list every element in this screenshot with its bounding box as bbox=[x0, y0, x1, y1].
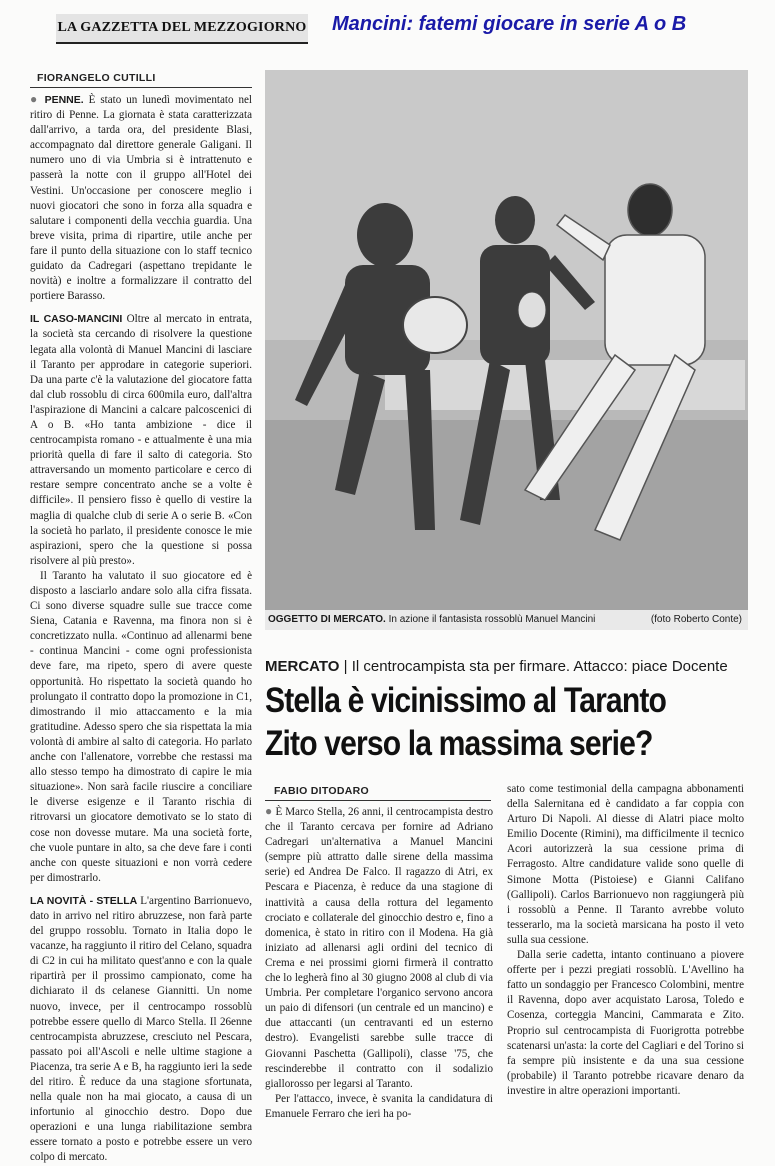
paragraph bbox=[30, 92, 252, 304]
photo-credit: (foto Roberto Conte) bbox=[650, 614, 742, 625]
paragraph bbox=[265, 804, 493, 1092]
caption-text: In azione il fantasista rossoblù Manuel Mancini bbox=[385, 614, 596, 625]
article-title-line-1: Stella è vicinissimo al Taranto bbox=[265, 681, 667, 720]
paragraph-text: È stato un lunedì movimentato nel ritiro di Penne. La giornata è stata caratterizzata dall'arrivo, a tarda ora, del presidente Blasi, accompagnato dal direttore generale Galigani. Il numero uno di via Umbria si è intrattenuto e passerà la notte con il gruppo all'Hotel dei Vestini. Un'occasione per conoscere meglio i nuovi giocatori che sono in forza alla squadra e salutare i componenti della vecchia guardia. Una breve visita, prima di ripartire, utile anche per fare il punto della situazione con lo staff tecnico guidato da Cadregari (aspettano trepidante le novità) e inoltre a formalizzare il contratto del portiere Barasso. bbox=[30, 94, 252, 303]
article-title-line-2: Zito verso la massima serie? bbox=[265, 724, 653, 763]
paragraph bbox=[30, 312, 252, 569]
kicker-label: MERCATO bbox=[265, 658, 340, 675]
paragraph-lead: IL CASO-MANCINI bbox=[30, 313, 123, 326]
paragraph-text: Per l'attacco, invece, è svanita la candidatura di Emanuele Ferraro che ieri ha po- bbox=[265, 1092, 493, 1120]
left-column-byline: FIORANGELO CUTILLI bbox=[37, 72, 156, 84]
paragraph bbox=[30, 569, 252, 886]
paragraph bbox=[30, 894, 252, 1166]
paragraph-text: sato come testimonial della campagna abbonamenti della Salernitana ed è candidato a far coppia con Arturo Di Napoli. Al diesse di Alatri piace molto Emilio Docente (Rimini), ma difficilmente il tecnico Acori autorizzerà la sua cessione prima di Ferragosto. Altre candidature valide sono quelle di Simone Motta (Pistoiese) e Gianni Califano (Gallipoli). Carlos Barrionuevo non raggiungerà più i rossoblù a Penne. Il Taranto avrebbe voluto tesserarlo, ma la società marsicana ha posto il veto sulla sua cessione. bbox=[507, 783, 744, 946]
photo-caption bbox=[265, 610, 748, 630]
newspaper-masthead: LA GAZZETTA DEL MEZZOGIORNO bbox=[56, 14, 308, 44]
paragraph bbox=[507, 948, 744, 1099]
bullet-icon: ● bbox=[30, 92, 45, 106]
paragraph-text: Il Taranto ha valutato il suo giocatore ed è disposto a lasciarlo andare solo alla cifra fissata. Ci sono diverse squadre sulle sue tracce come Siena, Catania e Ravenna, ma finora non si è concretizzato nulla. «Continuo ad allenarmi bene - continua Mancini - come ogni professionista deve fare, ma ripeto, spero di avere queste opportunità. Ho rispettato la società quando ho prolungato il contratto dopo la promozione in C1, dimostrando il mio attaccamento e la mia gratitudine. Adesso spero che sia rispettata la mia volontà di ambire al salto di categoria. Ho parlato anche con l'allenatore, vorrebbe che restassi ma allo stesso tempo ha dimostrato di capire le mia situazione». Non sarà facile riuscire a conciliare le diverse esigenze e il Taranto rischia di ritrovarsi un giocatore demotivato se lo stato di cose non dovesse mutare. Ma una società forte, che vuole puntare in alto, sa che deve fare i conti anche con queste situazioni e non vorrà cedere per dimostrarlo. bbox=[30, 569, 252, 884]
left-article-column bbox=[30, 92, 253, 1164]
article2-byline: FABIO DITODARO bbox=[274, 785, 370, 797]
paragraph-text: È Marco Stella, 26 anni, il centrocampista destro che il Taranto cercava per fornire ad Adriano Cadregari un'alternativa a Manuel Mancini (sempre più attratto dalle sirene della massima serie) ed Andrea De Falco. Il ragazzo di Atri, ex Pescara e Piacenza, è reduce da una stagione di inattività a causa della rottura del legamento crociato e collaterale del ginocchio destro e, fino a domenica, è stato in ritiro con il Modena. Ha già iniziato ad allenarsi agli ordini del tecnico di Crema e nei prossimi giorni firmerà il contratto che lo legherà fino al 30 giugno 2008 al club di via Umbria. Per completare l'organico servono ancora un paio di difensori (un centrale ed un mancino) e due attaccanti (un centravanti ed un esterno destro). Evangelisti sarebbe sulle tracce di Giovanni Paschetta (Gallipoli), classe '75, che rescinderebbe il contratto con il sodalizio giallorosso per legarsi al Taranto. bbox=[265, 806, 493, 1090]
article2-column-1 bbox=[265, 804, 493, 1120]
kicker-text: Il centrocampista sta per firmare. Attacco: piace Docente bbox=[351, 658, 728, 675]
paragraph bbox=[507, 782, 744, 948]
caption-label: OGGETTO DI MERCATO. bbox=[268, 614, 386, 625]
left-byline-rule bbox=[30, 87, 252, 88]
paragraph bbox=[265, 1092, 493, 1122]
paragraph-text: Dalla serie cadetta, intanto continuano a piovere offerte per i pezzi pregiati rossoblù. L'Avellino ha fatto un sondaggio per Francesco Colombini, mentre il Ravenna, dopo aver acquistato Larosa, Toledo e Cosenza, corteggia Mancini, Cammarata e Zito. Proprio sul centrocampista di Fuorigrotta potrebbe scatenarsi un'asta: la corte del Cagliari e del Torino si fa sempre più insistente e da una sua cessione (probabile) il Taranto potrebbe ricavare denaro da investire in altre operazioni importanti. bbox=[507, 949, 744, 1097]
paragraph-text: Oltre al mercato in entrata, la società sta cercando di risolvere la questione legata alla volontà di Manuel Mancini di lasciare il Taranto per approdare in categorie superiori. Da una parte c'è la valutazione del giocatore fatta dal club rossoblu di circa 600mila euro, dall'altra l'aspirazione di Mancini a calcare palcoscenici di A o B. «Ho tanta ambizione - dice il centrocampista romano - e attualmente è una mia priorità quella di fare il salto di categoria. Sto attraversando un momento particolare e cerco di restare sempre concentrato anche se a volte è difficile». Il pensiero fisso è quello di vestire la maglia di qualche club di serie A o serie B. «Con la società ho parlato, il presidente conosce le mie aspirazioni, spero che la questione si possa risolvere al più presto». bbox=[30, 313, 252, 567]
paragraph-text: L'argentino Barrionuevo, dato in arrivo nel ritiro abruzzese, non farà parte del gruppo rossoblu. Tornato in Italia dopo le vacanze, ha raggiunto il ritiro del Celano, squadra di C2 in cui ha militato quest'anno e con la quale ripartirà per il prossimo campionato, come ha dichiarato il ds celanese Giannitti. Un nome nuovo, invece, per il centrocampo rossoblù potrebbe essere quello di Marco Stella. Il 26enne centrocampista abruzzese, cresciuto nel Pescara, passato poi all'Ascoli e nelle ultime stagione a Piacenza, tra serie A e B, ha raggiunto ieri la sede del ritiro. È reduce da una stagione sfortunata, nella quale non ha mai giocato, a causa di un infortunio al ginocchio destro. Dopo due operazioni e una lunga riabilitazione sembra essere tornato a posto e potrebbe essere un vero colpo di mercato. bbox=[30, 894, 253, 1164]
paragraph-lead: PENNE. bbox=[44, 94, 84, 106]
match-photo bbox=[265, 70, 748, 610]
article2-byline-rule bbox=[265, 800, 491, 801]
top-headline: Mancini: fatemi giocare in serie A o B bbox=[332, 13, 687, 35]
article-kicker: MERCATO | Il centrocampista sta per firmare. Attacco: piace Docente bbox=[265, 658, 728, 675]
article2-column-2 bbox=[507, 782, 744, 1104]
paragraph-lead: LA NOVITÀ - STELLA bbox=[30, 894, 138, 907]
bullet-icon: ● bbox=[265, 804, 276, 818]
